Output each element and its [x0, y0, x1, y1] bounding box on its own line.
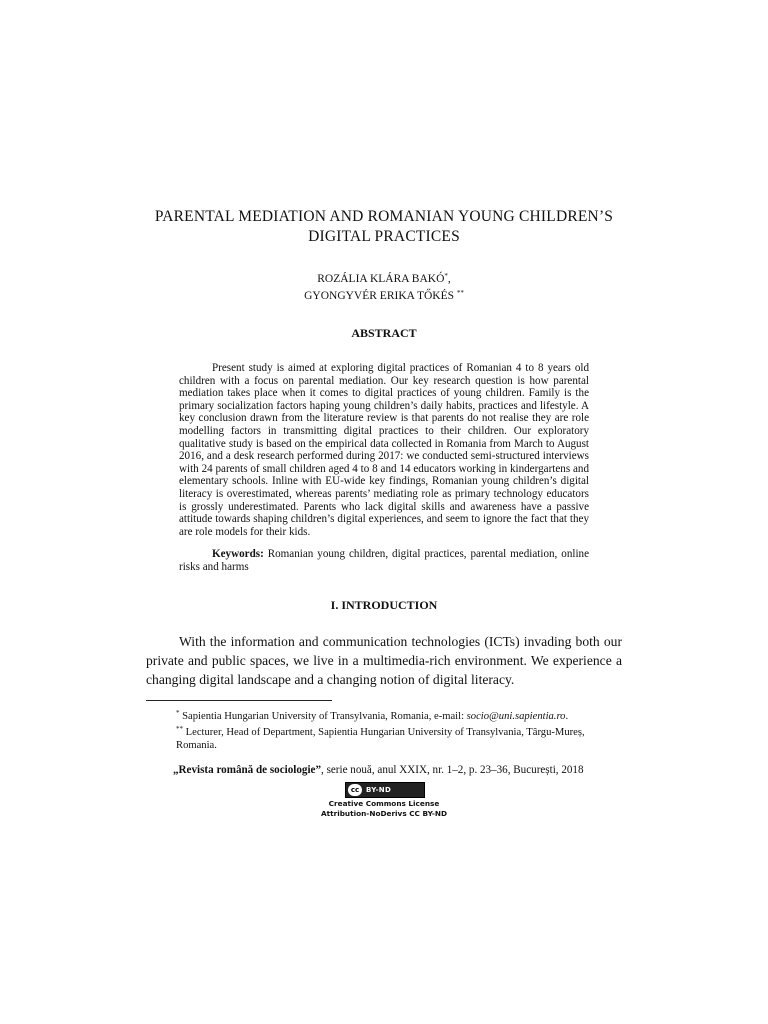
- title-line-2: DIGITAL PRACTICES: [308, 228, 460, 245]
- footnote-1-email: socio@uni.sapientia.ro: [466, 711, 566, 722]
- introduction-paragraph: With the information and communication technologies (ICTs) invading both our private and public spaces, we live in a multimedia-rich environment. We experience a changing digital landscape and a changing notion of digital literacy.: [146, 634, 622, 687]
- footnote-2-mark: **: [176, 725, 183, 734]
- footnote-2: [176, 723, 616, 739]
- author-1: ROZÁLIA KLÁRA BAKÓ*,: [317, 272, 451, 285]
- author-2: [200, 286, 568, 303]
- cc-badge-text: BY-ND: [366, 786, 392, 794]
- footnote-2-continuation: Romania.: [176, 739, 217, 751]
- cc-license-badge: [345, 782, 425, 798]
- license-text: [0, 799, 768, 819]
- author-1-mark: *: [444, 272, 448, 280]
- journal-name: „Revista română de sociologie”: [173, 764, 322, 776]
- footnote-1: * Sapientia Hungarian University of Transylvania, Romania, e-mail: socio@uni.sapientia.ro.: [176, 709, 569, 722]
- author-1-name: ROZÁLIA KLÁRA BAKÓ: [317, 273, 445, 285]
- license-line-1: Creative Commons License: [328, 799, 440, 808]
- abstract-body: [179, 362, 589, 538]
- introduction-body: [146, 632, 622, 689]
- license-line-2: Attribution-NoDerivs CC BY-ND: [320, 809, 448, 818]
- footnote-divider: [146, 700, 332, 701]
- cc-icon: cc: [348, 784, 362, 796]
- journal-citation: [173, 763, 613, 777]
- footnotes: [176, 707, 616, 752]
- paper-title: [120, 207, 648, 247]
- keywords-text: Romanian young children, digital practices, parental mediation, online risks and harms: [179, 548, 590, 573]
- abstract-heading: ABSTRACT: [351, 326, 417, 340]
- footnote-1-text: Sapientia Hungarian University of Transylvania, Romania, e-mail:: [182, 711, 465, 722]
- author-2-name: GYONGYVÉR ERIKA TŐKÉS: [304, 290, 455, 302]
- author-list: [200, 269, 568, 303]
- abstract-paragraph: Present study is aimed at exploring digital practices of Romanian 4 to 8 years old children with a focus on parental mediation. Our key research question is how parental mediation takes place when it comes to digital practices of young children. Family is the primary socialization factors haping young children’s daily habits, practices and lifestyle. A key conclusion drawn from the literature review is that parents do not realise they are role modelling factors in transmitting digital practices to their children. Our exploratory qualitative study is based on the empirical data collected in Romania from March to August 2016, and a desk research performed during 2017: we conducted semi-structured interviews with 24 parents of small children aged 4 to 8 and 14 educators working in kindergartens and elementary schools. Inline with EU-wide key findings, Romanian young children’s digital literacy is overestimated, whereas parents’ mediating role as primary technology educators is grossly underestimated. Parents who lack digital skills and awareness have a passive attitude towards shaping children’s digital experiences, and seem to ignore the fact that they are role models for their kids.: [179, 362, 589, 538]
- footnote-2-text: Lecturer, Head of Department, Sapientia Hungarian University of Transylvania, Târgu-Mureș,: [185, 727, 585, 739]
- section-heading: I. INTRODUCTION: [330, 598, 438, 612]
- footnote-1-mark: *: [176, 709, 180, 717]
- title-line-1: PARENTAL MEDIATION AND ROMANIAN YOUNG CHILDREN’S: [154, 208, 614, 225]
- author-2-mark: **: [456, 289, 464, 297]
- citation-details: , serie nouă, anul XXIX, nr. 1–2, p. 23–36, București, 2018: [321, 764, 584, 776]
- keywords: [179, 548, 589, 573]
- keywords-label: Keywords:: [212, 548, 264, 560]
